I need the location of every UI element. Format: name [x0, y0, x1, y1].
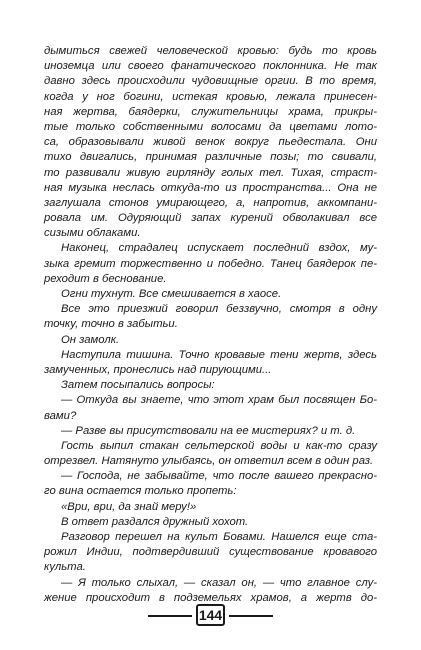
text-line: ная жертва, баядерки, служительницы храма, прикры- — [44, 105, 377, 118]
text-line: дымиться свежей человеческой кровью: будь то кровь — [44, 45, 377, 57]
text-line: Все это приезжий говорил беззвучно, смотря в одну — [61, 303, 377, 316]
text-line: — Господа, не забывайте, что после вашего прекрасно- — [61, 470, 377, 483]
text-line: ная музыка неслась откуда-то из пространства... Она не — [44, 181, 377, 194]
footer-rule-right — [229, 615, 273, 617]
text-line: сизыми облаками. — [44, 227, 141, 240]
text-line: са, образовывали живой венок вокруг пьедестала. Они — [44, 136, 377, 149]
text-line: замученных, пронеслись над пирующими... — [44, 363, 272, 376]
text-line: В ответ раздался дружный хохот. — [61, 515, 249, 528]
text-line: тихо двигались, принимая различные позы; то свивали, — [44, 151, 377, 164]
page-footer — [0, 600, 421, 630]
text-line: рожил Индии, подтвердивший существование кровавого — [44, 546, 377, 559]
text-line: — Я только слыхал, — сказал он, — что главное слу- — [61, 576, 377, 589]
text-line: Наступила тишина. Точно кровавые тени жертв, здесь — [61, 348, 377, 361]
text-line: когда у ног богини, истекая кровью, лежала принесен- — [44, 90, 377, 103]
body-text — [44, 44, 377, 606]
text-line: жение происходит в подземельях храмов, а жертв до- — [44, 591, 377, 604]
text-line: зыка гремит торжественно и победно. Танец баядерок пе- — [44, 257, 377, 270]
text-line: точку, точно в забытьи. — [44, 318, 178, 331]
text-line: Гость выпил стакан сельтерской воды и как-то сразу — [61, 439, 377, 452]
text-line: заглушала стонов умирающего, а, напротив, аккомпани- — [44, 196, 377, 209]
text-line: реходит в беснование. — [44, 272, 167, 285]
text-line: — Разве вы присутствовали на ее мистериях? и т. д. — [61, 424, 356, 437]
text-line: вами? — [44, 409, 77, 422]
text-line: то развивали живую гирлянду голых тел. Тихая, страст- — [44, 166, 377, 179]
text-line: ровала им. Одуряющий запах курений обволакивал все — [44, 212, 377, 225]
text-line: тые только собственными волосами да цветами лото- — [44, 120, 377, 133]
text-line: иноземца или своего фанатического поклонника. Не так — [44, 60, 377, 73]
text-line: Огни тухнут. Все смешивается в хаосе. — [61, 288, 282, 300]
text-line: культа. — [44, 561, 86, 574]
text-line: давно здесь происходили чудовищные оргии. В то время, — [44, 75, 377, 88]
page-number: 144 — [196, 604, 225, 626]
text-line: — Откуда вы знаете, что этот храм был посвящен Бо- — [61, 394, 377, 407]
text-line: Наконец, страдалец испускает последний вздох, му- — [61, 242, 377, 255]
text-line: го вина остается только пропеть: — [44, 485, 237, 498]
text-line: Затем посыпались вопросы: — [61, 379, 215, 392]
text-line: отрезвел. Натянуто улыбаясь, он ответил всем в один раз. — [44, 455, 374, 468]
text-line: Он замолк. — [61, 333, 120, 346]
footer-rule-left — [148, 615, 192, 617]
text-line: Разговор перешел на культ Бовами. Нашелся еще ста- — [61, 531, 377, 543]
text-line: «Ври, ври, да знай меру!» — [61, 500, 197, 513]
